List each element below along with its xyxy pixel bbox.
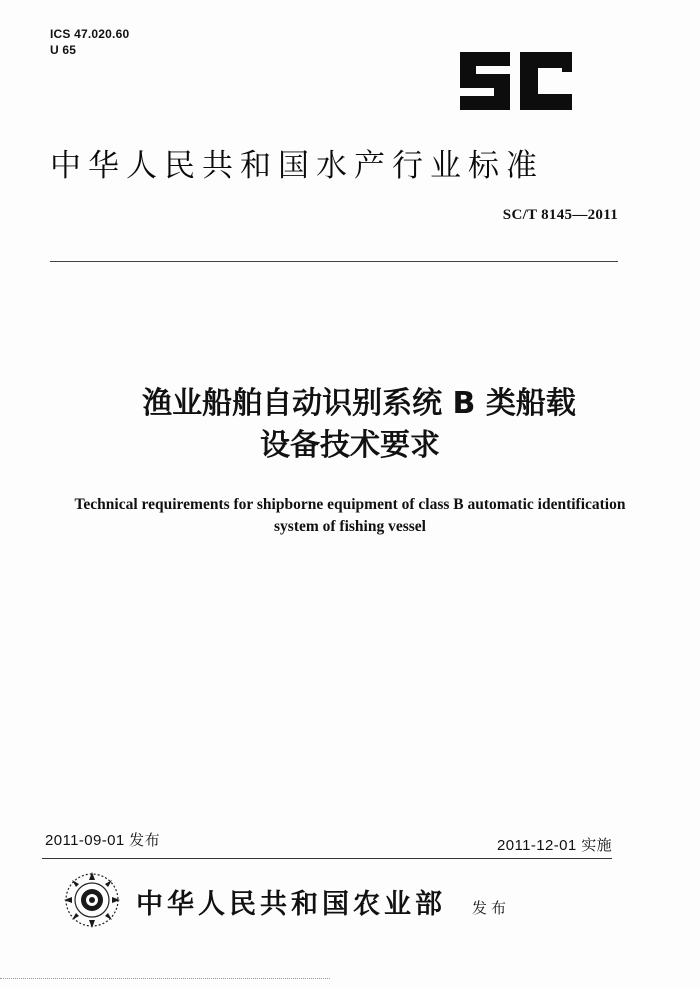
publish-label: 发布 bbox=[472, 899, 511, 917]
title-en-line-2: system of fishing vessel bbox=[274, 518, 426, 535]
issue-date: 2011-09-01 发布 bbox=[45, 832, 160, 849]
scan-edge-line bbox=[0, 978, 330, 979]
document-title-chinese bbox=[0, 383, 700, 467]
publisher-name: 中华人民共和国农业部 bbox=[136, 889, 446, 920]
sc-logo bbox=[458, 52, 572, 110]
standard-category-title: 中华人民共和国水产行业标准 bbox=[50, 148, 544, 184]
title-zh-line-1: 渔业船舶自动识别系统 B 类船载 bbox=[142, 386, 576, 421]
ics-code: ICS 47.020.60 bbox=[50, 27, 130, 41]
implementation-date: 2011-12-01 实施 bbox=[497, 837, 612, 854]
title-zh-line-2: 设备技术要求 bbox=[260, 428, 440, 463]
document-title-english bbox=[25, 494, 675, 538]
footer-divider bbox=[42, 858, 612, 859]
standard-number: SC/T 8145—2011 bbox=[502, 207, 618, 223]
title-en-line-1: Technical requirements for shipborne equipment of class B automatic identification bbox=[74, 496, 626, 513]
classification-block bbox=[50, 26, 129, 58]
header-divider bbox=[50, 261, 618, 262]
ministry-emblem-icon bbox=[62, 870, 122, 930]
ccs-code: U 65 bbox=[50, 43, 77, 57]
